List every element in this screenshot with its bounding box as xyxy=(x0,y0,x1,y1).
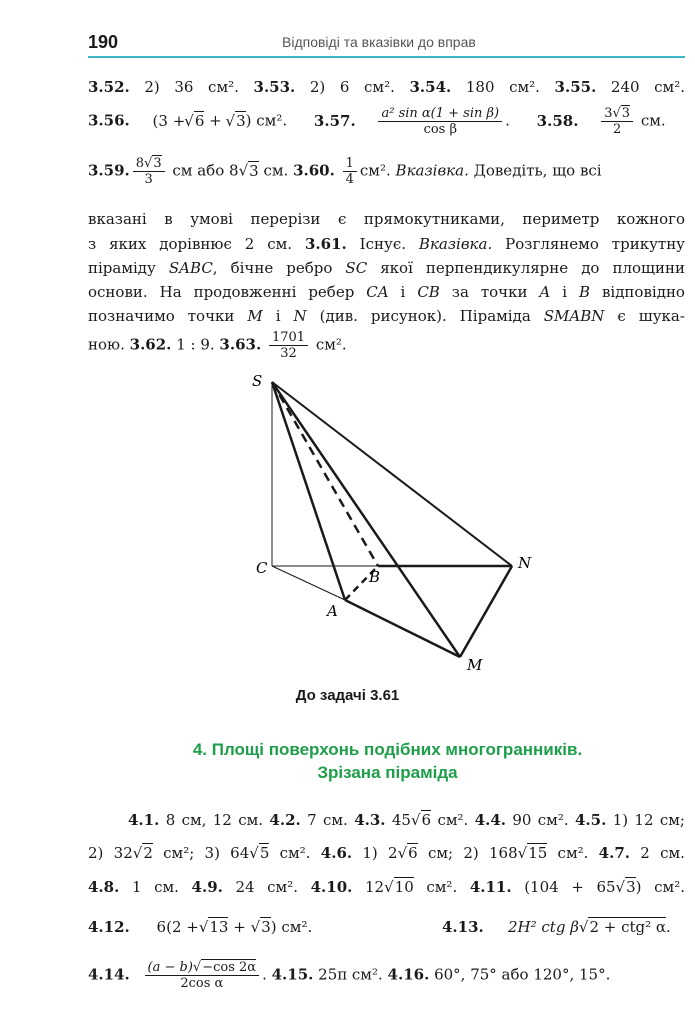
answer-text: (104 + 65 xyxy=(524,878,616,896)
answer-text: , бічне ребро xyxy=(212,259,333,277)
answer-num: 4.1. xyxy=(128,811,160,829)
edge-SM xyxy=(272,382,460,657)
answer-text: 25π см². xyxy=(318,965,383,984)
answer-text: 60°, 75° або 120°, 15°. xyxy=(434,965,611,984)
math-symbol: M xyxy=(247,307,263,325)
math-symbol: SMABN xyxy=(543,307,605,325)
answer-line: 2) 32√2 см²; 3) 64√5 см². 4.6. 1) 2√6 см; 2) 168√15 см². 4.7. 2 см. xyxy=(88,844,685,862)
answer-text: є шука- xyxy=(617,307,685,325)
sqrt-radicand: 5 xyxy=(259,844,270,862)
answer-line: 4.12. 6(2 +√13 + √3) см². 4.13. 2H² ctg β√2 + ctg² α. xyxy=(88,918,671,936)
edge-SA xyxy=(272,382,345,600)
sqrt-radicand: 6 xyxy=(408,844,418,862)
answer-num: 4.6. xyxy=(320,844,353,862)
sqrt-radicand: 15 xyxy=(528,844,548,862)
section-subtitle: Зрізана піраміда xyxy=(317,763,458,782)
answer-text: 1) 12 см; xyxy=(612,811,685,829)
answer-text: 2 см. xyxy=(640,844,685,862)
sqrt-radicand: 10 xyxy=(394,878,414,896)
coef: 3 xyxy=(604,106,613,121)
answer-text: 24 см². xyxy=(235,878,299,896)
answer-text: см. xyxy=(640,111,666,130)
sqrt-radicand: 3 xyxy=(236,111,246,130)
answer-num: 4.16. xyxy=(387,965,430,984)
label-N: N xyxy=(518,554,532,572)
math-symbol: SABC xyxy=(168,259,213,277)
answer-num: 4.11. xyxy=(469,878,512,896)
fraction: $\frac{8√3}{3}$ xyxy=(133,156,165,187)
fraction-denominator: 2cos α xyxy=(180,976,224,991)
answer-text: 1) 2 xyxy=(362,844,398,862)
answer-text: см². xyxy=(426,878,458,896)
answer-text: відповідно xyxy=(601,283,685,301)
label-A: A xyxy=(327,602,338,620)
sqrt-radicand: 13 xyxy=(209,918,229,936)
answer-text: (3 + xyxy=(152,111,186,130)
answer-line xyxy=(88,283,685,301)
fraction xyxy=(269,330,308,361)
header-rule xyxy=(88,56,685,58)
answer-text: см або 8 xyxy=(172,161,239,180)
answer-text: ) xyxy=(245,111,252,130)
answer-text: (див. рисунок). Піраміда xyxy=(319,307,531,325)
sqrt-radicand: 3 xyxy=(261,918,271,936)
answer-text: за точки xyxy=(451,283,528,301)
sqrt-radicand: 3 xyxy=(153,156,162,171)
answer-text: 6(2 + xyxy=(156,918,199,936)
sqrt-radicand: 6 xyxy=(194,111,205,130)
coef: 8 xyxy=(135,156,145,171)
fraction-denominator: 2 xyxy=(612,122,622,137)
answer-text: + xyxy=(233,918,246,936)
sqrt-radicand: 3 xyxy=(621,106,631,121)
answer-num: 4.7. xyxy=(598,844,630,862)
math-symbol: SC xyxy=(345,259,368,277)
answer-text: см². xyxy=(359,161,391,180)
edge-AB-hidden xyxy=(345,566,381,600)
answer-text: 240 см². xyxy=(610,78,685,96)
hint-label: Вказівка. xyxy=(418,235,493,253)
answer-text: 1 см. xyxy=(131,878,179,896)
answer-line xyxy=(88,235,685,253)
edge-SB-hidden xyxy=(272,382,378,566)
fraction-numerator: a² sin α(1 + sin β) xyxy=(378,106,502,122)
math-symbol: CB xyxy=(417,283,440,301)
answer-num: 4.2. xyxy=(269,811,301,829)
answer-num: 3.60. xyxy=(293,161,335,180)
answer-text: 8 см, 12 см. xyxy=(165,811,264,829)
answer-text: піраміду xyxy=(88,259,156,277)
answer-num: 4.4. xyxy=(474,811,506,829)
answer-num: 3.57. xyxy=(313,111,356,130)
answer-line xyxy=(88,307,685,325)
answer-num: 4.8. xyxy=(88,878,120,896)
fraction-denominator: 3 xyxy=(144,172,153,187)
edge-MN xyxy=(460,566,512,657)
answer-num: 4.5. xyxy=(575,811,607,829)
answer-line: 3.56. (3 +√6 + √3) см². 3.57. $\frac{\text{a² sin α(1 + sin β)}}{\text{cos β}}$ . 3.58. $\frac{3√3}{2}$ см. xyxy=(88,106,666,137)
math-symbol: CA xyxy=(366,283,389,301)
label-M: M xyxy=(467,656,483,674)
answer-num: 3.54. xyxy=(409,78,452,96)
sqrt-radicand: 6 xyxy=(421,811,432,829)
answer-text: см². xyxy=(281,918,313,936)
edge-SN xyxy=(272,382,512,566)
answer-num: 4.14. xyxy=(88,965,130,984)
answer-text: + xyxy=(209,111,222,130)
fraction-denominator: 4 xyxy=(345,172,354,187)
sqrt-radicand: −cos 2α xyxy=(202,960,257,975)
answer-num: 4.13. xyxy=(442,918,484,936)
answer-num: 3.56. xyxy=(88,111,130,130)
answer-line: 4.14. $\frac{(a - b)√-\cos 2\alpha}{\text{2cos α}}$ . 4.15. 25π см². 4.16. 60°, 75° або 120°, 15°. xyxy=(88,960,611,991)
answer-text: 2) 36 см². xyxy=(144,78,239,96)
answer-text: Доведіть, що всі xyxy=(473,161,602,180)
fraction xyxy=(343,156,357,187)
sqrt-radicand: 3 xyxy=(626,878,636,896)
answer-text: 2) 6 см². xyxy=(309,78,395,96)
answer-text: см; 2) 168 xyxy=(427,844,518,862)
answer-text: 180 см². xyxy=(465,78,540,96)
answer-num: 3.61. xyxy=(304,235,347,253)
answer-num: 4.12. xyxy=(88,918,130,936)
figure-caption: До задачі 3.61 xyxy=(295,687,400,704)
fraction-denominator: cos β xyxy=(423,122,457,137)
answer-text: 2) 32 xyxy=(88,844,133,862)
answer-text: см². xyxy=(557,844,589,862)
answer-line: вказані в умові перерізи є прямокутниками, периметр кожного xyxy=(88,210,685,228)
answer-text: 1 : 9. xyxy=(176,335,215,354)
answer-num: 3.63. xyxy=(219,335,262,354)
answer-text: і xyxy=(400,283,406,301)
answer-text: якої перпендикулярне до площини xyxy=(380,259,685,277)
label-B: B xyxy=(369,568,381,586)
answer-text: ) xyxy=(270,918,277,936)
answer-text: см. xyxy=(263,161,289,180)
answer-text: см². xyxy=(654,878,685,896)
math-symbol: A xyxy=(539,283,551,301)
fraction-numerator: 1701 xyxy=(269,330,308,346)
answer-text: і xyxy=(562,283,568,301)
answer-text: см². xyxy=(315,335,347,354)
answer-num: 3.62. xyxy=(129,335,172,354)
fraction-denominator: 32 xyxy=(280,346,297,361)
answer-text: ) xyxy=(635,878,642,896)
answer-text: і xyxy=(275,307,281,325)
sqrt-radicand: 3 xyxy=(249,161,259,180)
fraction: $\frac{(a - b)√-\cos 2\alpha}{\text{2cos α}}$ xyxy=(145,960,260,991)
answer-num: 4.15. xyxy=(271,965,314,984)
answer-text: ною. xyxy=(88,335,125,354)
answer-text: основи. На продовженні ребер xyxy=(88,283,355,301)
answer-num: 3.53. xyxy=(253,78,296,96)
answer-text: 2H² ctg β xyxy=(508,918,579,936)
section-title: 4. Площі поверхонь подібних многогранників. xyxy=(192,740,583,759)
running-header: Відповіді та вказівки до вправ xyxy=(282,34,476,50)
fraction xyxy=(378,106,502,137)
math-symbol: B xyxy=(578,283,590,301)
answer-num: 4.9. xyxy=(191,878,223,896)
sqrt-radicand: 2 + ctg² α xyxy=(589,918,667,936)
edge-AM xyxy=(345,600,460,657)
label-C: C xyxy=(256,559,268,577)
math-symbol: N xyxy=(293,307,307,325)
answer-line xyxy=(88,259,685,277)
hint-label: Вказівка. xyxy=(395,161,469,180)
answer-text: 90 см². xyxy=(512,811,569,829)
answer-num: 3.55. xyxy=(554,78,597,96)
answer-text: 7 см. xyxy=(307,811,348,829)
answer-text: см². xyxy=(256,111,288,130)
answer-text: . xyxy=(666,918,671,936)
answer-text: см²; 3) 64 xyxy=(163,844,250,862)
answer-num: 3.58. xyxy=(536,111,579,130)
answer-text: позначимо точки xyxy=(88,307,235,325)
answer-text: Розглянемо трикутну xyxy=(505,235,686,253)
answer-num: 4.10. xyxy=(310,878,353,896)
answer-text: 45 xyxy=(391,811,411,829)
answer-num: 4.3. xyxy=(354,811,386,829)
answer-line xyxy=(88,330,685,361)
edge-CA xyxy=(272,566,345,600)
answer-text: з яких дорівнює 2 см. xyxy=(88,235,293,253)
answer-text: Існує. xyxy=(359,235,406,253)
fraction-numerator: (a − b) xyxy=(147,960,193,975)
fraction: $\frac{3√3}{2}$ xyxy=(601,106,633,137)
answer-num: 3.59. xyxy=(88,161,130,180)
answer-line: 4.8. 1 см. 4.9. 24 см². 4.10. 12√10 см². 4.11. (104 + 65√3) см². xyxy=(88,878,685,896)
fraction-numerator: 1 xyxy=(343,156,357,172)
answer-text: 12 xyxy=(365,878,385,896)
answer-line: 3.59. $\frac{8√3}{3}$ см або 8√3 см. 3.60. $\frac{1}{4}$ см². Вказівка. Доведіть, що всі xyxy=(88,156,602,187)
answer-text: см². xyxy=(437,811,469,829)
page-number: 190 xyxy=(88,32,119,52)
answer-line: 4.1. 8 см, 12 см. 4.2. 7 см. 4.3. 45√6 см². 4.4. 90 см². 4.5. 1) 12 см; xyxy=(128,811,685,829)
label-S: S xyxy=(252,372,263,390)
answer-line xyxy=(88,78,685,96)
sqrt-radicand: 2 xyxy=(143,844,153,862)
answer-text: см². xyxy=(279,844,311,862)
answer-num: 3.52. xyxy=(88,78,130,96)
